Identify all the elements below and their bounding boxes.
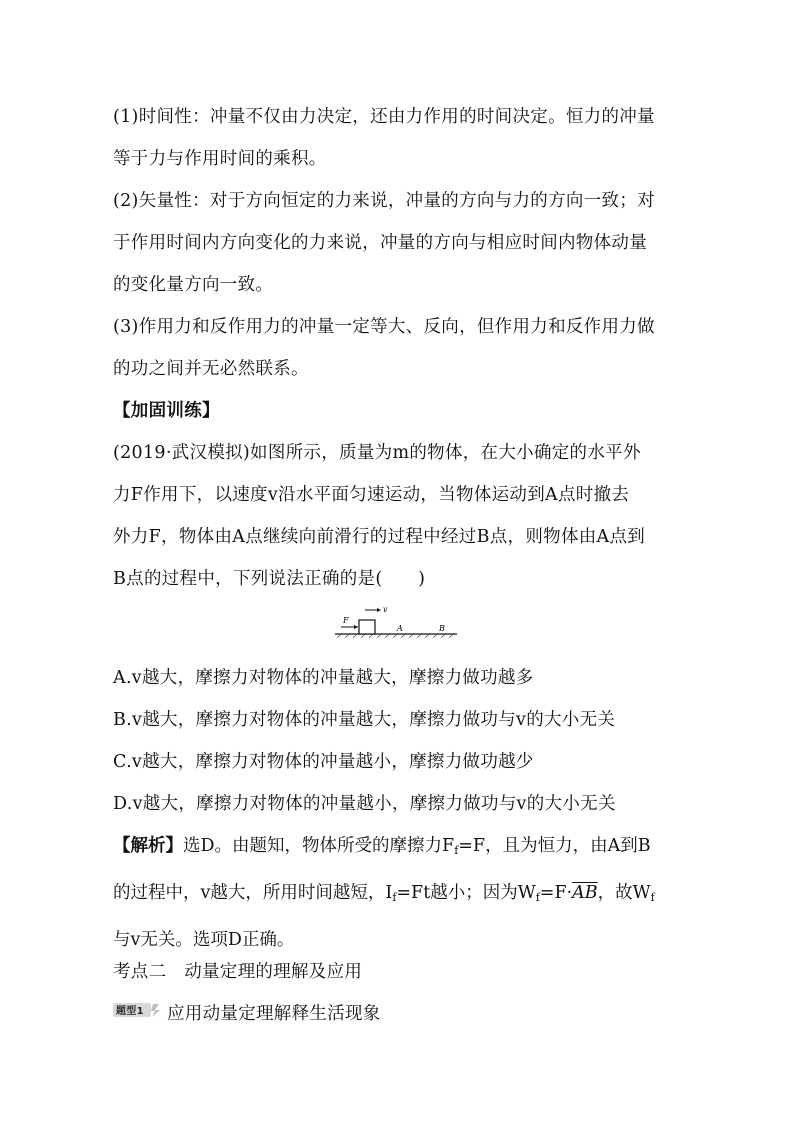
text-line: (2)矢量性：对于方向恒定的力来说，冲量的方向与力的方向一致；对 <box>113 191 655 211</box>
practice-heading: 【加固训练】 <box>113 401 220 421</box>
section-title: 考点二 动量定理的理解及应用 <box>113 962 363 982</box>
option-C: C.v越大，摩擦力对物体的冲量越小，摩擦力做功越少 <box>113 752 534 772</box>
analysis-line-2 <box>113 872 688 919</box>
badge-text: 题型1 <box>116 1006 144 1017</box>
question-line: 外力F，物体由A点继续向前滑行的过程中经过B点，则物体由A点到 <box>113 527 646 547</box>
segment-AB: $\overline{AB}$ <box>572 883 598 903</box>
question-type-badge <box>113 1002 163 1018</box>
text-line: 等于力与作用时间的乘积。 <box>113 149 327 169</box>
paragraph-action-reaction <box>113 306 688 390</box>
subscript: f <box>392 891 397 904</box>
text: =F· <box>539 883 573 903</box>
block <box>359 620 375 634</box>
paragraph-timeliness <box>113 96 688 180</box>
subscript: f <box>454 844 459 857</box>
question-line: B点的过程中，下列说法正确的是( ) <box>113 569 426 589</box>
lightning-icon <box>151 1004 160 1017</box>
analysis-line-1 <box>113 825 688 872</box>
label-A: A <box>397 624 403 633</box>
analysis-block <box>113 825 688 961</box>
topic-text: 应用动量定理解释生活现象 <box>167 1004 381 1024</box>
subscript: f <box>650 891 655 904</box>
text: 选D。由题知，物体所受的摩擦力F <box>183 836 455 856</box>
label-F: F <box>343 616 349 625</box>
block-on-surface-diagram <box>333 602 463 642</box>
text-line: 于作用时间内方向变化的力来说，冲量的方向与相应时间内物体动量 <box>113 233 647 253</box>
practice-block <box>113 390 688 600</box>
text: =F，且为恒力，由A到B <box>458 836 651 856</box>
text: ，故W <box>597 883 651 903</box>
label-v: v <box>383 605 388 614</box>
option-D: D.v越大，摩擦力对物体的冲量越小，摩擦力做功与v的大小无关 <box>113 794 616 814</box>
text-line: 的变化量方向一致。 <box>113 275 274 295</box>
text: 的过程中，v越大，所用时间越短，I <box>113 883 393 903</box>
text-line: (3)作用力和反作用力的冲量一定等大、反向，但作用力和反作用力做 <box>113 317 655 337</box>
option-A: A.v越大，摩擦力对物体的冲量越大，摩擦力做功越多 <box>113 668 534 688</box>
option-B: B.v越大，摩擦力对物体的冲量越大，摩擦力做功与v的大小无关 <box>113 710 616 730</box>
text-line: 的功之间并无必然联系。 <box>113 359 309 379</box>
question-line: 力F作用下，以速度v沿水平面匀速运动，当物体运动到A点时撤去 <box>113 485 630 505</box>
topic-row <box>113 993 381 1035</box>
label-B: B <box>439 624 445 633</box>
paragraph-vector <box>113 180 688 306</box>
analysis-heading: 【解析】 <box>113 836 183 856</box>
analysis-line-3: 与v无关。选项D正确。 <box>113 930 295 950</box>
text: =Ft越小；因为W <box>396 883 536 903</box>
question-line: (2019·武汉模拟)如图所示，质量为m的物体，在大小确定的水平外 <box>113 443 641 463</box>
text-line: (1)时间性：冲量不仅由力决定，还由力作用的时间决定。恒力的冲量 <box>113 107 655 127</box>
subscript: f <box>535 891 540 904</box>
